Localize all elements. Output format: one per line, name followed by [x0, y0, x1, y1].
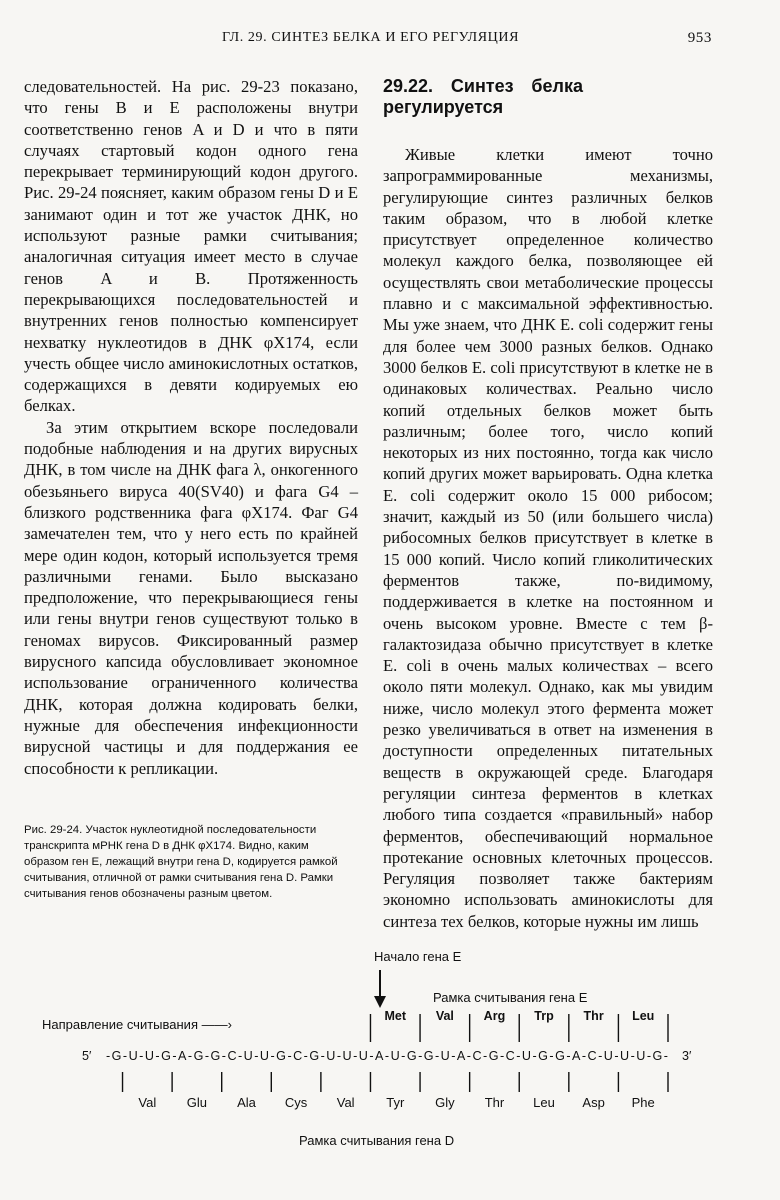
residue-label: Met — [384, 1009, 407, 1023]
residue-label: Gly — [435, 1095, 455, 1110]
five-prime-end: 5′ — [82, 1049, 92, 1063]
paragraph: Живые клетки имеют точно запрограммированные механизмы, регулирующие синтез различных белков таким образом, что в любой клетке присутствует определенное количество молекул каждого белка, позволяющее ей осуществлять свои метаболические процессы плавно и с максимальной эффективностью. Мы уже знаем, что ДНК E. coli содержит гены для более чем 3000 разных белков. Однако 3000 белков E. coli присутствуют в клетке не в одинаковых количествах. Реально число копий отдельных белков может быть различным; более того, число копий некоторых из них постоянно, тогда как число копий других может варьировать. Одна клетка E. coli содержит около 15 000 рибосом; значит, каждый из 50 (или большего числа) рибосомных белков присутствует в клетке в 15 000 копий. Число копий гликолитических ферментов также, по-видимому, поддерживается в клетке на постоянном и очень высоком уровне. Вместе с тем β-галактозидаза обычно присутствует в клетке E. coli в очень малых количествах – всего около пяти молекул. Однако, как мы увидим ниже, число молекул этого фермента может резко увеличиваться в ответ на изменения в доступности определенных питательных веществ в окружающей среде. Благодаря регуляции синтеза ферментов в клетках любого типа создается «правильный» набор ферментов, обеспечивающий нормальное протекание основных клеточных процессов. Регуляция позволяет также бактериям экономно использовать аминокислоты для синтеза тех белков, которые нужны им лишь — [383, 145, 713, 931]
residue-label: Val — [138, 1095, 157, 1110]
paragraph: следовательностей. На рис. 29-23 показано, что гены B и E расположены внутри соответственно генов A и D и что в пяти случаях стартовый кодон одного гена перекрывает терминирующий кодон другого. Рис. 29-24 поясняет, каким образом гены D и E занимают один и тот же участок ДНК, но используют разные рамки считывания; аналогичная ситуация имеет место в случае генов A и B. Протяженность перекрывающихся последовательностей и внутренних генов полностью компенсирует нехватку нуклеотидов в ДНК φX174, если учесть общее число аминокислотных остатков, содержащихся в девяти кодируемых ею белках. — [24, 77, 358, 416]
residue-label: Thr — [583, 1009, 604, 1023]
frame-d-codon-ticks — [123, 1072, 668, 1092]
residue-label: Thr — [484, 1095, 505, 1110]
paragraph: За этим открытием вскоре последовали подобные наблюдения и на других вирусных ДНК, в том числе на ДНК фага λ, онкогенного обезьяньего вируса 40(SV40) и фага G4 – близкого родственника фага φX174. Фаг G4 замечателен тем, что у него есть по крайней мере один кодон, который используется тремя различными генами. Было высказано предположение, что перекрывающиеся гены или гены внутри генов существуют только в геномах вирусов. Фиксированный размер вирусного капсида обусловливает экономное использование ограниченного количества ДНК, которая должна кодировать белки, нужные для обеспечения инфекционности вирусной частицы и для поддержания ее способности к репликации. — [24, 417, 358, 778]
residue-label: Tyr — [386, 1095, 405, 1110]
residue-label: Phe — [631, 1095, 655, 1110]
residue-label: Ala — [237, 1095, 256, 1110]
frame-e-label: Рамка считывания гена E — [433, 990, 588, 1005]
sequence-diagram — [0, 930, 780, 1190]
residue-label: Trp — [534, 1009, 554, 1023]
gene-e-start-label: Начало гена E — [374, 949, 462, 964]
frame-d-label: Рамка считывания гена D — [299, 1133, 455, 1148]
residue-label: Val — [336, 1095, 355, 1110]
chapter-title: ГЛ. 29. СИНТЕЗ БЕЛКА И ЕГО РЕГУЛЯЦИЯ — [222, 30, 520, 45]
mrna-sequence: -G-U-U-G-A-G-G-C-U-U-G-C-G-U-U-U-A-U-G-G-U-A-C-G-C-U-G-G-A-C-U-U-U-G- — [106, 1049, 668, 1063]
residue-label: Cys — [284, 1095, 308, 1110]
frame-e-codon-ticks — [370, 1014, 668, 1042]
residue-label: Leu — [533, 1095, 555, 1110]
running-header — [222, 30, 712, 46]
residue-label: Leu — [632, 1009, 655, 1023]
direction-label: Направление считывания ——› — [42, 1017, 232, 1032]
page-number: 953 — [687, 30, 712, 46]
right-column — [383, 76, 713, 932]
section-title: 29.22. Синтез белка регулируется — [383, 76, 583, 117]
residue-label: Arg — [483, 1009, 506, 1023]
start-arrow-head — [374, 996, 386, 1008]
figure-29-24 — [0, 930, 780, 1190]
three-prime-end: 3′ — [682, 1049, 692, 1063]
frame-d-residues — [138, 1095, 654, 1110]
residue-label: Asp — [582, 1095, 605, 1110]
figure-caption: Рис. 29-24. Участок нуклеотидной последовательности транскрипта мРНК гена D в ДНК φX174. Видно, каким образом ген E, лежащий внутри гена D, кодируется рамкой считывания, отличной от рамки считывания гена D. Рамки считывания генов обозначены разным цветом. — [24, 824, 338, 900]
left-column — [24, 76, 358, 779]
residue-label: Val — [435, 1009, 454, 1023]
residue-label: Glu — [186, 1095, 208, 1110]
